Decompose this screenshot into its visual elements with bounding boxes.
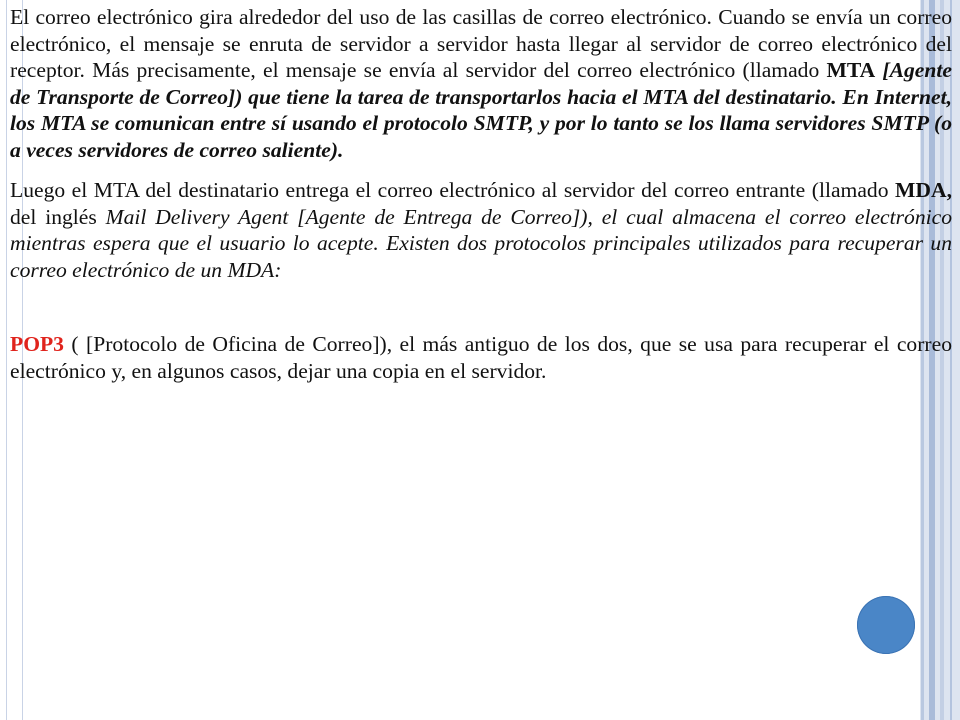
decorative-circle-icon [857, 596, 915, 654]
paragraph-pop3 [10, 331, 952, 384]
paragraph-mta-text: El correo electrónico gira alrededor del uso de las casillas de correo electrónico. Cuando se envía un correo electrónico, el mensaje se enruta de servidor a servidor hasta llegar al servidor de correo electrónico del receptor. Más precisamente, el mensaje se envía al servidor del correo electrónico (llamado [10, 5, 952, 82]
mta-description: [Agente de Transporte de Correo]) que tiene la tarea de transportarlos hacia el MTA del destinatario. En Internet, los MTA se comunican entre sí usando el protocolo SMTP, y por lo tanto se los llama servidores SMTP (o a veces servidores de correo saliente). [10, 58, 952, 162]
pop3-description: ( [Protocolo de Oficina de Correo]), el más antiguo de los dos, que se usa para recuperar el correo electrónico y, en algunos casos, dejar una copia en el servidor. [10, 332, 952, 383]
paragraph-mta [10, 4, 952, 163]
paragraph-mda [10, 177, 952, 283]
mta-term: MTA [826, 58, 876, 82]
paragraph-mda-text: Luego el MTA del destinatario entrega el correo electrónico al servidor del correo entrante (llamado [10, 178, 896, 202]
mda-term: MDA, [895, 178, 952, 202]
mda-description: Mail Delivery Agent [Agente de Entrega de Correo]), el cual almacena el correo electrónico mientras espera que el usuario lo acepte. Existen dos protocolos principales utilizados para recuperar un correo electrónico de un MDA: [10, 204, 952, 282]
left-margin-rule [6, 0, 7, 720]
slide-text [10, 4, 952, 384]
pop3-term: POP3 [10, 332, 64, 356]
paragraph-mda-connector: del inglés [10, 204, 106, 229]
